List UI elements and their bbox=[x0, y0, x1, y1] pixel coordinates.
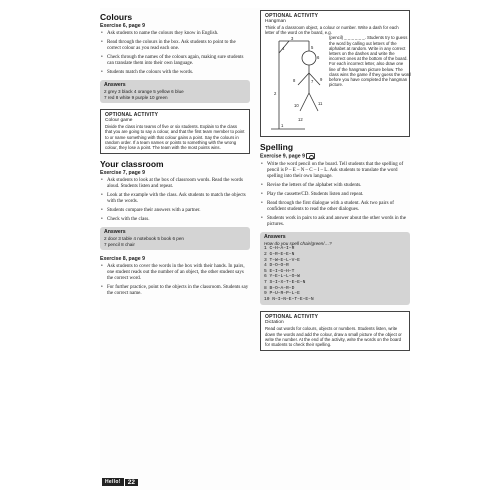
classroom-heading: Your classroom bbox=[100, 159, 164, 170]
spelling-bullet-2: • Revise the letters of the alphabet with students. bbox=[260, 183, 410, 189]
hangman-number: 6 bbox=[317, 55, 320, 61]
optional-activity-label: OPTIONAL ACTIVITY bbox=[105, 112, 159, 119]
spelling-answer: 1 C–H–A–I–R bbox=[264, 246, 295, 252]
hangman-number: 7 bbox=[311, 79, 314, 85]
dictation-subtitle: Dictation bbox=[265, 320, 284, 326]
hangman-number: 1 bbox=[281, 123, 284, 129]
colour-game-text: Divide the class into teams of five or six students. Explain to the class that you are going to say a colour, and that the first team member to point to or name something with that colour gains a point. Say the colours in random order. If a team names or points to something with the wrong colour, they lose a point. The team with the most points wins. bbox=[105, 124, 245, 150]
answers-label: Answers bbox=[264, 233, 286, 240]
spelling-answer: 8 B–O–A–R–D bbox=[264, 285, 295, 291]
hangman-left-leg bbox=[300, 93, 309, 111]
hangman-head bbox=[302, 51, 316, 65]
spelling-answer: 9 P–U–R–P–L–E bbox=[264, 291, 300, 297]
spelling-bullet-1: • Write the word pencil on the board. Tell students that the spelling of pencil is P – E – N – C – I – L. Ask students to translate the word spelling into their own language. bbox=[260, 162, 410, 180]
answers-label: Answers bbox=[104, 229, 126, 236]
classroom-answers-box bbox=[100, 227, 250, 250]
hangman-number: 10 bbox=[294, 103, 299, 109]
hangman-number: 5 bbox=[311, 45, 314, 51]
colours-heading: Colours bbox=[100, 12, 133, 22]
hangman-illustration-area bbox=[265, 35, 411, 133]
exercise-9-title bbox=[260, 153, 410, 159]
classroom-bullet-4: • Check with the class. bbox=[100, 217, 250, 223]
colours-bullet-4: • Students match the colours with the words. bbox=[100, 70, 250, 76]
spelling-answer: 10 N–I–N–E–T–E–E–N bbox=[264, 296, 314, 302]
optional-activity-label: OPTIONAL ACTIVITY bbox=[265, 314, 319, 321]
hangman-number: 3 bbox=[291, 36, 294, 42]
hangman-drawing bbox=[265, 35, 327, 133]
hangman-left-arm bbox=[298, 73, 309, 85]
colours-bullet-2: • Read through the colours in the box. Ask students to point to the correct colour as you read each one. bbox=[100, 40, 250, 52]
hangman-subtitle: Hangman bbox=[265, 19, 286, 24]
cd-icon bbox=[306, 153, 315, 159]
dictation-text: Read out words for colours, objects or numbers. Students listen, write down the words and add the colour, draw a small picture of the object or write the number. At the end of the activity, write the words on the board for students to check their spelling. bbox=[265, 326, 402, 347]
hangman-text: (pencil) _ _ _ _ _ _. Students try to guess the word by calling out letters of the alphabet at random. Write in any correct letters on the dashes and write the incorrect ones at the bottom of the board. For each incorrect letter, also draw one line of the hangman picture below. The class wins the game if they guess the word before you have completed the hangman picture. bbox=[329, 35, 411, 88]
exercise-8-bullet-2: • For further practice, point to the objects in the classroom. Students say the correct name. bbox=[100, 285, 250, 297]
colours-bullet-3: • Check through the names of the colours again, making sure students can translate them into their own language. bbox=[100, 55, 250, 67]
answers-intro: How do you spell chair/green/…? bbox=[264, 240, 332, 246]
page-footer bbox=[102, 478, 138, 486]
spelling-answer: 6 Y–E–L–L–O–W bbox=[264, 274, 300, 280]
left-column bbox=[100, 8, 250, 300]
colour-game-subtitle: Colour game bbox=[105, 118, 133, 124]
spelling-answers-box bbox=[260, 232, 410, 306]
spelling-answer: 7 S–I–X–T–E–E–N bbox=[264, 279, 306, 285]
hangman-number: 11 bbox=[318, 101, 323, 107]
exercise-7-title: Exercise 7, page 9 bbox=[100, 170, 145, 177]
spelling-bullet-3: • Play the cassette/CD. Students listen and repeat. bbox=[260, 192, 410, 198]
exercise-8-title: Exercise 8, page 9 bbox=[100, 256, 145, 263]
spelling-answer: 2 G–R–E–E–N bbox=[264, 251, 295, 257]
spelling-bullet-4: • Read through the first dialogue with a student. Ask two pairs of confident students to read the other dialogues. bbox=[260, 201, 410, 213]
answers-line: 7 pencil 8 chair bbox=[104, 241, 135, 247]
classroom-bullets bbox=[100, 178, 250, 223]
answers-line: 7 red 8 white 9 purple 10 green bbox=[104, 94, 168, 100]
spelling-answer: 3 T–W–E–L–V–E bbox=[264, 257, 300, 263]
classroom-bullet-1: • Ask students to look at the box of classroom words. Read the words aloud. Students listen and repeat. bbox=[100, 178, 250, 190]
spelling-answer-list bbox=[264, 246, 406, 302]
exercise-8-bullet-1: • Ask students to cover the words in the box with their hands. In pairs, one student reads out the number of an object, the other student says the correct word. bbox=[100, 264, 250, 282]
brand-logo: Hello! bbox=[102, 478, 124, 486]
answers-line: 2 grey 3 black 4 orange 5 yellow 6 blue bbox=[104, 89, 184, 94]
classroom-bullet-2: • Look at the example with the class. Ask students to match the objects with the words. bbox=[100, 193, 250, 205]
spelling-bullet-5: • Students work in pairs to ask and answer about the other words in the pictures. bbox=[260, 216, 410, 228]
spelling-answer: 5 E–I–G–H–T bbox=[264, 268, 295, 274]
hangman-number: 4 bbox=[282, 46, 285, 52]
hangman-number: 12 bbox=[298, 117, 303, 123]
hangman-number: 8 bbox=[293, 78, 296, 84]
answers-label: Answers bbox=[104, 82, 126, 88]
hangman-intro: Think of a classroom object, a colour or number. Write a dash for each letter of the word on the board, e.g. bbox=[265, 25, 399, 36]
hangman-number: 9 bbox=[320, 77, 323, 83]
colours-bullets bbox=[100, 31, 250, 76]
classroom-bullet-3: • Students compare their answers with a partner. bbox=[100, 208, 250, 214]
colours-answers-box bbox=[100, 80, 250, 103]
hangman-box bbox=[260, 10, 410, 137]
colours-bullet-1: • Ask students to name the colours they know in English. bbox=[100, 31, 250, 37]
exercise-9-label: Exercise 9, page 9 bbox=[260, 153, 305, 160]
page-number: 22 bbox=[125, 479, 138, 486]
hangman-right-leg bbox=[309, 93, 318, 111]
spelling-heading: Spelling bbox=[260, 142, 294, 153]
right-column bbox=[260, 8, 410, 356]
exercise-6-title: Exercise 6, page 9 bbox=[100, 23, 145, 29]
dictation-box bbox=[260, 311, 410, 351]
optional-activity-label: OPTIONAL ACTIVITY bbox=[265, 13, 319, 19]
exercise-8-bullets bbox=[100, 264, 250, 297]
spelling-answer: 4 D–O–O–R bbox=[264, 263, 289, 269]
textbook-page bbox=[100, 8, 410, 490]
answers-line: 2 door 3 table 4 notebook 5 book 6 pen bbox=[104, 236, 184, 242]
spelling-bullets bbox=[260, 162, 410, 228]
colour-game-box bbox=[100, 109, 250, 154]
hangman-number: 2 bbox=[274, 91, 277, 97]
